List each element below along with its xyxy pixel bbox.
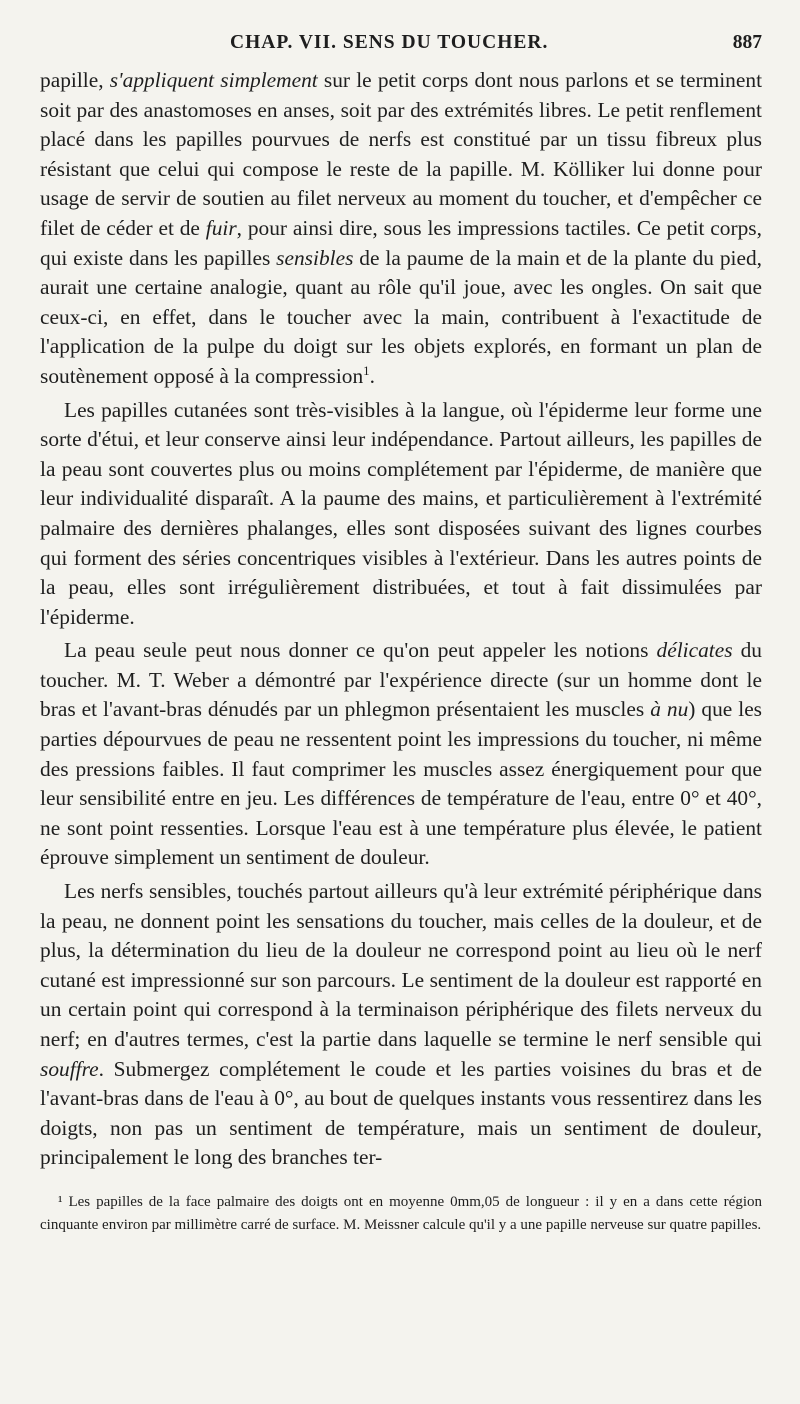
italic-text: délicates <box>656 638 733 663</box>
italic-text: sensibles <box>276 245 354 270</box>
text-segment: Les papilles cutanées sont très-visibles à la langue, où l'épiderme leur forme une sorte d'étui, et leur conserve ainsi leur indépendance. Partout ailleurs, les papilles de la peau sont couvertes plus ou moins complétement par l'épiderme, de manière que leur individualité disparaît. A la paume des mains, et particulièrement à l'extrémité palmaire des dernières phalanges, elles sont disposées suivant des lignes courbes qui forment des séries concentriques visibles à l'extérieur. Dans les autres points de la peau, elles sont irrégulièrement distribuées, et tout à fait dissimulées par l'épiderme. <box>40 397 762 629</box>
text-segment: Les nerfs sensibles, touchés partout ailleurs qu'à leur extrémité périphérique dans la peau, ne donnent point les sensations du toucher, mais celles de la douleur, et de plus, la détermination du lieu de la douleur ne correspond point au lieu où le nerf cutané est impressionné sur son parcours. Le sentiment de la douleur est rapporté en un certain point qui correspond à la terminaison périphérique des filets nerveux du nerf; en d'autres termes, c'est la partie dans laquelle se termine le nerf sensible qui <box>40 879 762 1051</box>
footnotes <box>40 1191 762 1237</box>
page-header <box>40 28 762 62</box>
italic-text: souffre <box>40 1056 99 1081</box>
paragraph <box>40 396 762 633</box>
italic-text: fuir <box>205 215 237 240</box>
italic-text: à nu <box>650 697 689 722</box>
text-segment: de la paume de la main et de la plante du pied, aurait une certaine analogie, quant au rôle qu'il joue, avec les ongles. On sait que ceux-ci, en effet, dans le toucher avec la main, contribuent à l'exactitude de l'application de la pulpe du doigt sur les objets explorés, en formant un plan de soutènement opposé à la compression <box>40 245 762 388</box>
paragraph <box>40 66 762 392</box>
body-text <box>40 66 762 1173</box>
footnote: ¹ Les papilles de la face palmaire des doigts ont en moyenne 0mm,05 de longueur : il y en a dans cette région cinquante environ par millimètre carré de surface. M. Meissner calcule qu'il y a une papille nerveuse sur quatre papilles. <box>40 1193 762 1233</box>
text-segment: . Submergez complétement le coude et les parties voisines du bras et de l'avant-bras dans de l'eau à 0°, au bout de quelques instants vous ressentirez dans les doigts, non pas un sentiment de température, mais un sentiment de douleur, principalement le long des branches ter- <box>40 1056 762 1170</box>
text-segment: . <box>369 363 375 388</box>
text-segment: La peau seule peut nous donner ce qu'on peut appeler les notions <box>64 638 657 663</box>
text-segment: ) que les parties dépourvues de peau ne ressentent point les impressions du toucher, ni même des pressions faibles. Il faut comprimer les muscles assez énergiquement pour que leur sensibilité entre en jeu. Les différences de température de l'eau, entre 0° et 40°, ne sont point ressenties. Lorsque l'eau est à une température plus élevée, le patient éprouve simplement un sentiment de douleur. <box>40 697 763 870</box>
paragraph <box>40 877 762 1173</box>
page-number: 887 <box>732 32 762 53</box>
text-segment: du toucher. M. T. Weber a démontré par l'expérience directe (sur un homme dont le bras et l'avant-bras dénudés par un phlegmon présentaient les muscles <box>40 638 762 722</box>
footnote-ref: 1 <box>363 363 370 378</box>
text-segment: sur le petit corps dont nous parlons et se terminent soit par des anastomoses en anses, soit par des extrémités libres. Le petit renflement placé dans les papilles pourvues de nerfs est constitué par un tissu fibreux plus résistant que celui qui compose le reste de la papille. M. Kölliker lui donne pour usage de servir de soutien au filet nerveux au moment du toucher, et d'empêcher ce filet de céder et de <box>40 68 763 240</box>
running-head: CHAP. VII. SENS DU TOUCHER. <box>230 32 549 53</box>
italic-text: s'appliquent simplement <box>109 68 318 92</box>
text-segment: , pour ainsi dire, sous les impressions tactiles. Ce petit corps, qui existe dans les papilles <box>40 215 762 270</box>
text-segment: papille, <box>40 68 110 92</box>
paragraph <box>40 636 762 873</box>
